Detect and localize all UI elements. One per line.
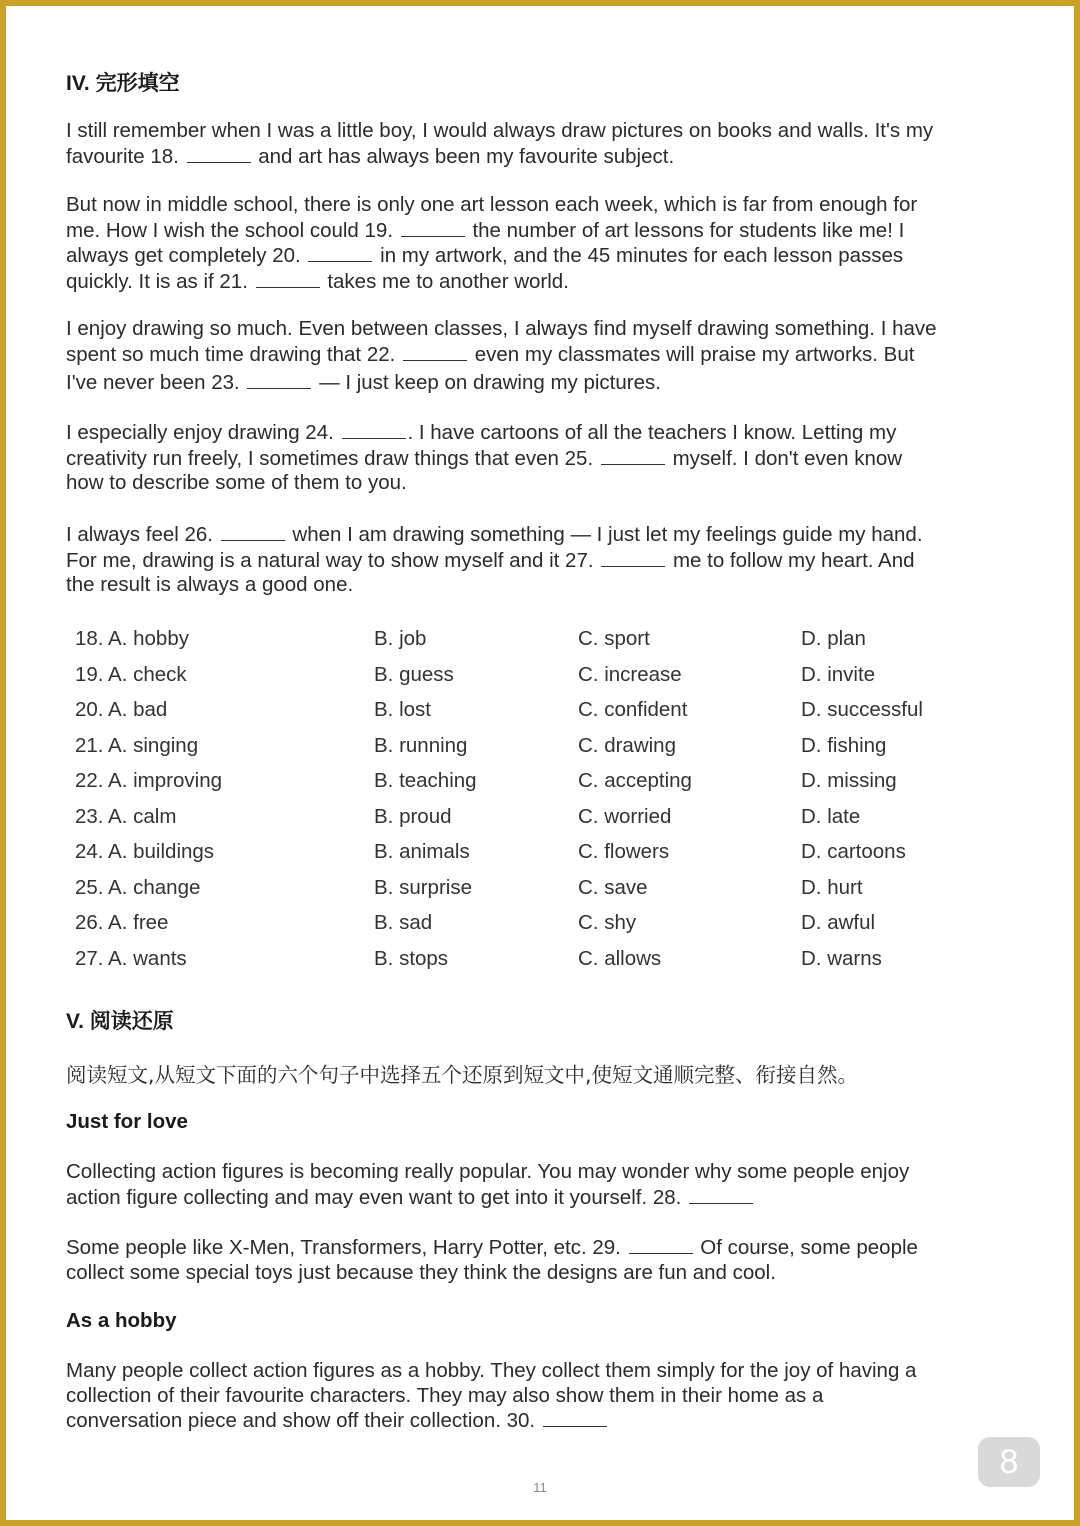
- option-b: B. proud: [374, 804, 452, 828]
- option-a: 23. A. calm: [75, 804, 177, 828]
- article-paragraph-3: Many people collect action figures as a hobby. They collect them simply for the joy of having a collection of their favourite characters. They may also show them in their home as a conversation piece and show off their collection. 30.: [66, 1359, 917, 1433]
- option-c: C. shy: [578, 911, 637, 934]
- option-c: C. allows: [578, 946, 662, 970]
- passage-paragraph-5: I always feel 26. when I am drawing something — I just let my feelings guide my hand. For me, drawing is a natural way to show myself and it 27. me to follow my heart. And the result is always a good one.: [66, 523, 923, 597]
- option-c: C. sport: [578, 627, 650, 650]
- option-row: [75, 765, 975, 801]
- option-b: B. sad: [374, 911, 433, 934]
- option-c: C. confident: [578, 698, 688, 721]
- option-row: [75, 730, 975, 766]
- option-a: 24. A. buildings: [75, 840, 215, 863]
- page-badge: 8: [978, 1437, 1040, 1487]
- blank-18: [187, 144, 251, 163]
- option-c: C. save: [578, 875, 648, 899]
- option-c: C. worried: [578, 804, 672, 828]
- article-title: Just for love: [66, 1110, 188, 1133]
- option-row: [75, 801, 975, 837]
- option-c: C. flowers: [578, 840, 670, 863]
- option-c: C. increase: [578, 662, 682, 686]
- passage-paragraph-2: But now in middle school, there is only one art lesson each week, which is far from enough for me. How I wish the school could 19. the number of art lessons for students like me! I always get completely 20. in my artwork, and the 45 minutes for each lesson passes quickly. It is as if 21. takes me to another world.: [66, 193, 918, 293]
- option-d: D. awful: [801, 911, 876, 934]
- option-b: B. running: [374, 733, 468, 757]
- option-d: D. hurt: [801, 875, 863, 899]
- blank-21: [256, 269, 320, 288]
- option-d: D. missing: [801, 769, 897, 792]
- blank-19: [401, 218, 465, 237]
- option-b: B. lost: [374, 698, 431, 721]
- option-d: D. fishing: [801, 733, 887, 757]
- section-5-heading: V. 阅读还原: [66, 1010, 174, 1033]
- section-5-instruction: 阅读短文,从短文下面的六个句子中选择五个还原到短文中,使短文通顺完整、衔接自然。: [66, 1063, 859, 1087]
- article-paragraph-2: Some people like X-Men, Transformers, Harry Potter, etc. 29. Of course, some people collect some special toys just because they think the designs are fun and cool.: [66, 1236, 918, 1284]
- blank-30: [543, 1408, 607, 1427]
- option-row: [75, 907, 975, 943]
- option-a: 27. A. wants: [75, 946, 187, 970]
- blank-26: [221, 522, 285, 541]
- blank-23: [247, 370, 311, 389]
- passage-paragraph-4: I especially enjoy drawing 24. . I have cartoons of all the teachers I know. Letting my creativity run freely, I sometimes draw things that even 25. myself. I don't even know how to describe some of them to you.: [66, 421, 903, 495]
- blank-28: [689, 1185, 753, 1204]
- blank-22: [403, 342, 467, 361]
- option-row: [75, 659, 975, 695]
- article-paragraph-1: Collecting action figures is becoming really popular. You may wonder why some people enjoy action figure collecting and may even want to get into it yourself. 28.: [66, 1160, 910, 1209]
- option-row: [75, 943, 975, 979]
- passage-paragraph-1: I still remember when I was a little boy, I would always draw pictures on books and walls. It's my favourite 18. and art has always been my favourite subject.: [66, 119, 934, 168]
- option-a: 19. A. check: [75, 662, 187, 686]
- option-row: [75, 872, 975, 908]
- passage-paragraph-3: I enjoy drawing so much. Even between classes, I always find myself drawing something. I have spent so much time drawing that 22. even my classmates will praise my artworks. But I've never been 23. — I just keep on drawing my pictures.: [66, 317, 937, 395]
- option-a: 21. A. singing: [75, 733, 199, 757]
- option-b: B. stops: [374, 946, 449, 970]
- page-number: 11: [533, 1480, 547, 1495]
- option-d: D. warns: [801, 946, 882, 970]
- option-d: D. successful: [801, 698, 923, 721]
- blank-25: [601, 446, 665, 465]
- option-b: B. surprise: [374, 875, 472, 899]
- blank-24: [342, 420, 406, 439]
- blank-20: [308, 243, 372, 262]
- option-row: [75, 694, 975, 730]
- blank-29: [629, 1235, 693, 1254]
- options-table: [75, 623, 975, 978]
- option-c: C. drawing: [578, 733, 676, 757]
- option-b: B. guess: [374, 662, 454, 686]
- option-b: B. animals: [374, 840, 470, 863]
- option-b: B. teaching: [374, 769, 477, 792]
- option-a: 26. A. free: [75, 911, 169, 934]
- option-c: C. accepting: [578, 769, 692, 792]
- section-4-heading: IV. 完形填空: [66, 72, 180, 95]
- option-a: 22. A. improving: [75, 769, 222, 792]
- option-a: 20. A. bad: [75, 698, 168, 721]
- option-d: D. invite: [801, 662, 876, 686]
- option-d: D. late: [801, 804, 861, 828]
- option-a: 18. A. hobby: [75, 627, 189, 650]
- option-row: [75, 623, 975, 659]
- blank-27: [601, 548, 665, 567]
- option-a: 25. A. change: [75, 875, 201, 899]
- option-d: D. plan: [801, 627, 866, 650]
- option-d: D. cartoons: [801, 840, 906, 863]
- option-b: B. job: [374, 627, 427, 650]
- option-row: [75, 836, 975, 872]
- article-subtitle: As a hobby: [66, 1309, 177, 1332]
